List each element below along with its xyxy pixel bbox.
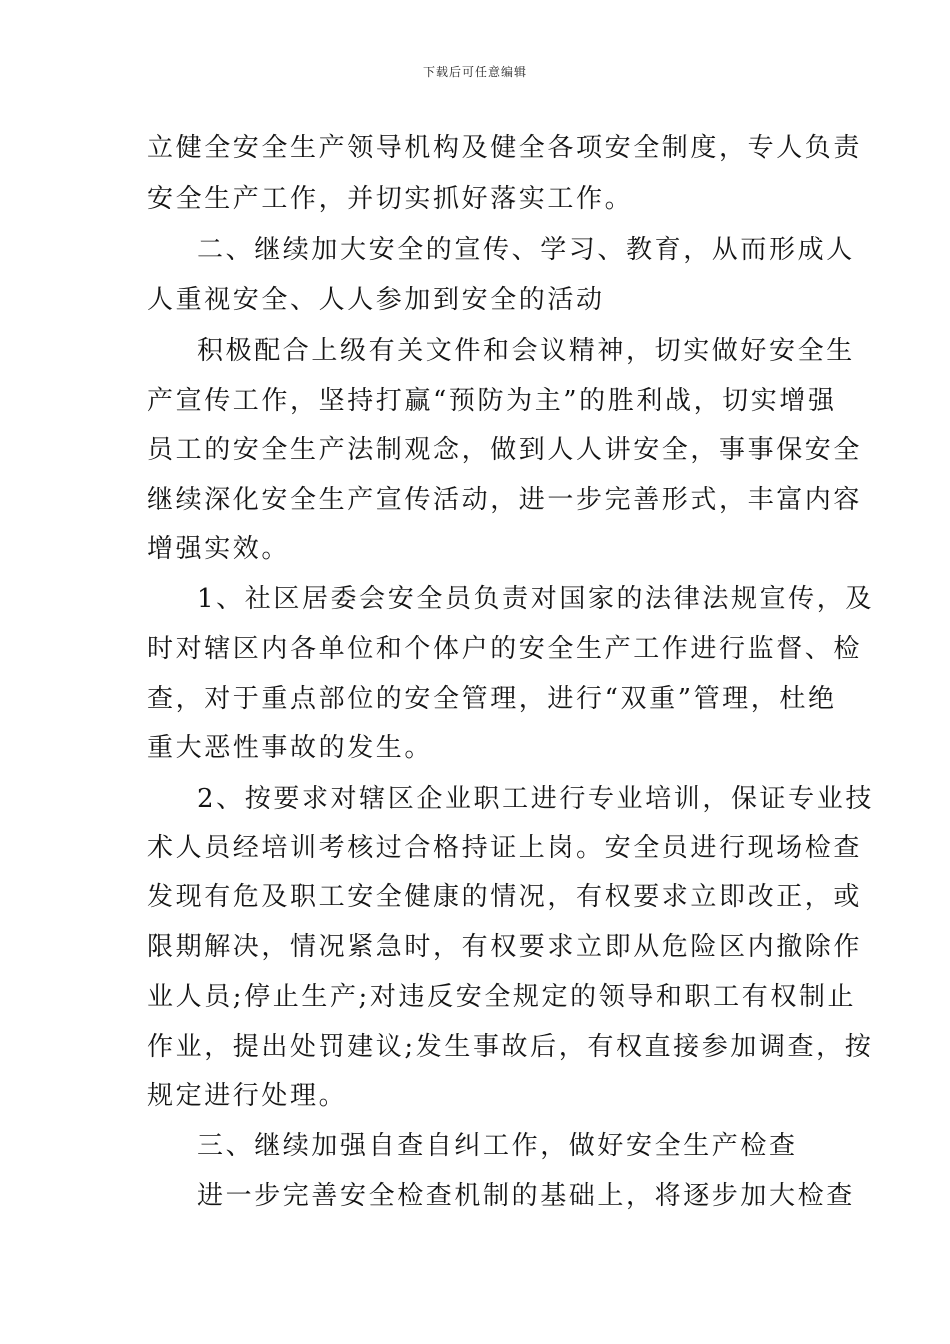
body-line: 立健全安全生产领导机构及健全各项安全制度，专人负责 <box>147 133 863 163</box>
section-heading-2: 二、继续加大安全的宣传、学习、教育，从而形成人 <box>197 235 855 265</box>
body-line: 员工的安全生产法制观念，做到人人讲安全，事事保安全 <box>147 435 863 465</box>
page-header: 下载后可任意编辑 <box>422 65 527 79</box>
body-line: 业人员;停止生产;对违反安全规定的领导和职工有权制止 <box>147 982 857 1012</box>
body-line: 安全生产工作，并切实抓好落实工作。 <box>147 184 634 214</box>
body-line: 查，对于重点部位的安全管理，进行“双重”管理，杜绝 <box>147 684 837 714</box>
body-line: 限期解决，情况紧急时，有权要求立即从危险区内撤除作 <box>147 932 863 962</box>
list-item-2: 2、按要求对辖区企业职工进行专业培训，保证专业技 <box>197 784 874 814</box>
body-line: 积极配合上级有关文件和会议精神，切实做好安全生 <box>197 336 855 366</box>
body-line: 增强实效。 <box>147 534 291 564</box>
body-line: 产宣传工作，坚持打赢“预防为主”的胜利战，切实增强 <box>147 386 837 416</box>
body-line: 进一步完善安全检查机制的基础上，将逐步加大检查 <box>197 1181 855 1211</box>
body-line: 作业，提出处罚建议;发生事故后，有权直接参加调查，按 <box>147 1032 874 1062</box>
body-line: 重大恶性事故的发生。 <box>147 733 434 763</box>
body-line: 继续深化安全生产宣传活动，进一步完善形式，丰富内容 <box>147 485 863 515</box>
list-item-1: 1、社区居委会安全员负责对国家的法律法规宣传，及 <box>197 584 874 614</box>
body-line: 术人员经培训考核过合格持证上岗。安全员进行现场检查 <box>147 833 863 863</box>
body-line: 时对辖区内各单位和个体户的安全生产工作进行监督、检 <box>147 634 863 664</box>
body-line: 发现有危及职工安全健康的情况，有权要求立即改正，或 <box>147 882 863 912</box>
section-heading-3: 三、继续加强自查自纠工作，做好安全生产检查 <box>197 1131 798 1161</box>
body-line: 规定进行处理。 <box>147 1081 348 1111</box>
section-heading-2-cont: 人重视安全、人人参加到安全的活动 <box>147 285 605 315</box>
